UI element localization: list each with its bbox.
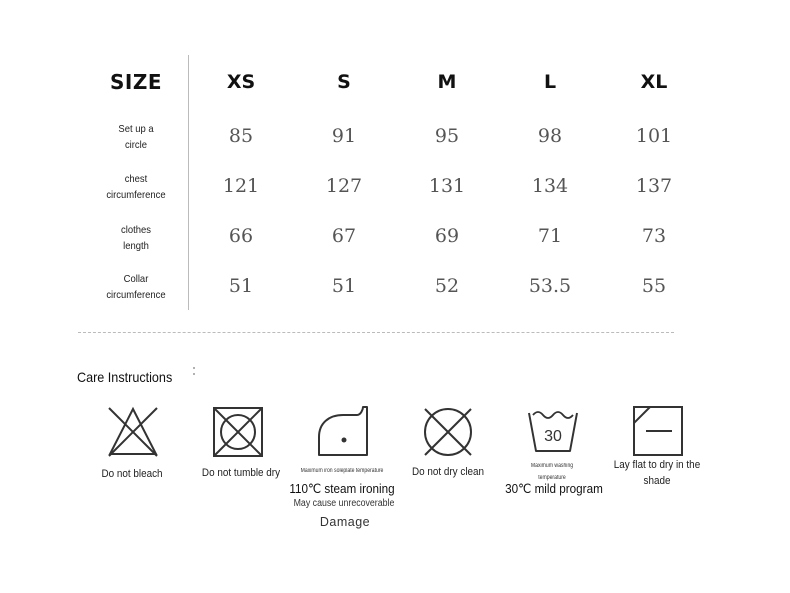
table-cell: 101 xyxy=(635,125,673,147)
care-label-dry-flat-line2: shade xyxy=(643,475,671,487)
table-cell: 98 xyxy=(537,125,563,147)
size-column-xl: XL xyxy=(640,71,668,93)
care-label-dry-flat-line1: Lay flat to dry in the xyxy=(613,459,701,471)
row-label-line: Set up a xyxy=(118,123,154,135)
care-note-wash-line1: Maximum washing xyxy=(530,463,574,469)
table-cell: 127 xyxy=(325,175,363,197)
row-label-line: chest xyxy=(124,173,148,185)
iron-icon xyxy=(317,405,371,457)
size-column-m: M xyxy=(437,71,457,93)
row-label-line: circumference xyxy=(106,189,166,201)
table-cell: 95 xyxy=(434,125,460,147)
table-cell: 51 xyxy=(228,275,254,297)
table-cell: 66 xyxy=(228,225,254,247)
row-label-chest-circumference xyxy=(91,171,181,203)
table-cell: 67 xyxy=(331,225,357,247)
table-cell: 69 xyxy=(434,225,460,247)
wash-30-icon xyxy=(527,405,579,453)
more-dots-icon xyxy=(193,367,195,383)
row-label-line: Collar xyxy=(123,273,149,285)
care-label-no-bleach: Do not bleach xyxy=(101,468,163,480)
table-cell: 134 xyxy=(531,175,569,197)
table-cell: 131 xyxy=(428,175,466,197)
table-cell: 85 xyxy=(228,125,254,147)
row-label-line: clothes xyxy=(121,224,151,236)
table-cell: 73 xyxy=(641,225,667,247)
table-cell: 53.5 xyxy=(528,275,572,297)
column-divider xyxy=(188,55,189,310)
wash-temperature-number: 30 xyxy=(544,428,562,445)
no-tumble-dry-icon xyxy=(212,406,264,458)
care-warning-iron-line1: May cause unrecoverable xyxy=(293,498,395,509)
size-column-xs: XS xyxy=(226,71,256,93)
care-label-no-tumble-dry: Do not tumble dry xyxy=(201,467,281,479)
no-bleach-icon xyxy=(107,406,159,458)
size-header-label: SIZE xyxy=(109,70,162,94)
row-label-clothes-length xyxy=(91,222,181,254)
no-dry-clean-icon xyxy=(421,405,475,459)
care-warning-iron-line2: Damage xyxy=(319,515,371,529)
care-label-wash: 30℃ mild program xyxy=(505,481,603,496)
table-cell: 55 xyxy=(641,275,667,297)
row-label-set-up-circle xyxy=(91,121,181,153)
section-divider xyxy=(78,332,674,333)
care-note-iron: Maximum iron soleplate temperature xyxy=(300,468,384,474)
care-label-iron: 110℃ steam ironing xyxy=(289,481,395,496)
table-cell: 52 xyxy=(434,275,460,297)
care-instructions-title: Care Instructions xyxy=(77,369,173,385)
row-label-collar-circumference xyxy=(91,271,181,303)
dry-flat-shade-icon xyxy=(632,405,684,457)
row-label-line: circle xyxy=(124,139,148,151)
table-cell: 91 xyxy=(331,125,357,147)
care-note-wash-line2: temperature xyxy=(538,475,566,481)
row-label-line: circumference xyxy=(106,289,166,301)
size-column-l: L xyxy=(543,71,557,93)
size-column-s: S xyxy=(337,71,351,93)
table-cell: 71 xyxy=(537,225,563,247)
care-label-no-dry-clean: Do not dry clean xyxy=(411,466,485,478)
row-label-line: length xyxy=(123,240,149,252)
table-cell: 51 xyxy=(331,275,357,297)
table-cell: 137 xyxy=(635,175,673,197)
table-cell: 121 xyxy=(222,175,260,197)
